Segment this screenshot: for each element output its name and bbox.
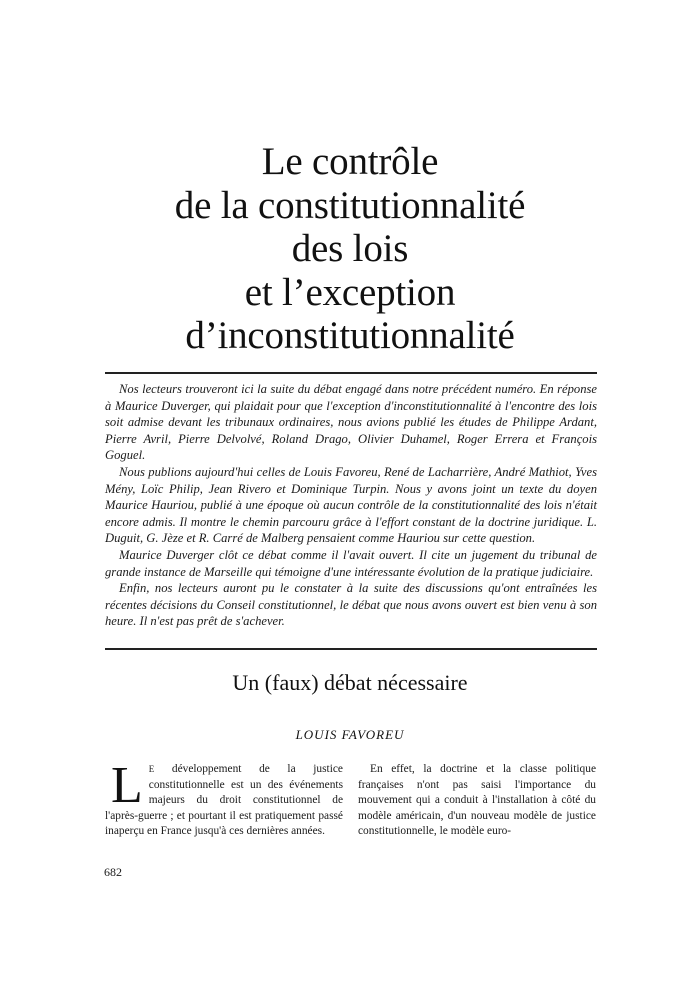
- body-text: En effet, la doctrine et la classe politique françaises n'ont pas saisi l'importance du mouvement qui a conduit à l'installation à côté du modèle américain, d'un nouveau modèle de justice constitutionnelle, le modèle euro-: [358, 763, 596, 838]
- intro-paragraph: Maurice Duverger clôt ce débat comme il l'avait ouvert. Il cite un jugement du tribunal de grande instance de Marseille qui témoigne d'une intéressante évolution de la pratique judiciaire.: [105, 547, 597, 579]
- top-divider: [105, 372, 597, 374]
- intro-paragraph: Enfin, nos lecteurs auront pu le constater à la suite des discussions qu'ont entraînées les récentes décisions du Conseil constitutionnel, le débat que nous avons ouvert est bien venu à son heure. Il n'est pas prêt de s'achever.: [105, 581, 597, 629]
- section-title: Un (faux) débat nécessaire: [232, 670, 468, 695]
- drop-cap: L: [111, 757, 143, 814]
- body-column-right: [358, 762, 596, 840]
- small-cap: E: [148, 764, 155, 774]
- title-line: des lois: [291, 227, 409, 270]
- bottom-divider: [105, 648, 597, 650]
- title-line: d’inconstitutionnalité: [185, 314, 515, 357]
- author-name: LOUIS FAVOREU: [295, 727, 405, 742]
- body-column-left: [105, 757, 343, 840]
- intro-paragraph: Nos lecteurs trouveront ici la suite du débat engagé dans notre précédent numéro. En réponse à Maurice Duverger, qui plaidait pour que l'exception d'inconstitutionnalité à l'encontre des lois soit admise devant les tribunaux ordinaires, nous avions publié les études de Philippe Ardant, Pierre Avril, Pierre Delvolvé, Roland Drago, Olivier Duhamel, Roger Errera et François Goguel.: [105, 382, 597, 463]
- intro-paragraph: Nous publions aujourd'hui celles de Louis Favoreu, René de Lacharrière, André Mathiot, Yves Mény, Loïc Philip, Jean Rivero et Dominique Turpin. Nous y avons joint un texte du doyen Maurice Hauriou, publié à une époque où aucun contrôle de la constitutionnalité des lois n'était encore admis. Il montre le chemin parcouru grâce à l'effort constant de la doctrine juridique. L. Duguit, G. Jèze et R. Carré de Malberg pensaient comme Hauriou sur cette question.: [105, 464, 597, 546]
- editorial-intro: [105, 381, 597, 630]
- page-number: 682: [104, 865, 122, 879]
- title-line: et l’exception: [244, 270, 456, 314]
- article-title: [0, 140, 700, 358]
- body-text: développement de la justice constitutionnelle est un des événements majeurs du droit constitutionnel de l'après-guerre ; et pourtant il est pratiquement passé inaperçu en France jusqu'à ces dernières années.: [105, 763, 343, 838]
- title-line: Le contrôle: [261, 140, 439, 183]
- title-line: de la constitutionnalité: [174, 183, 526, 227]
